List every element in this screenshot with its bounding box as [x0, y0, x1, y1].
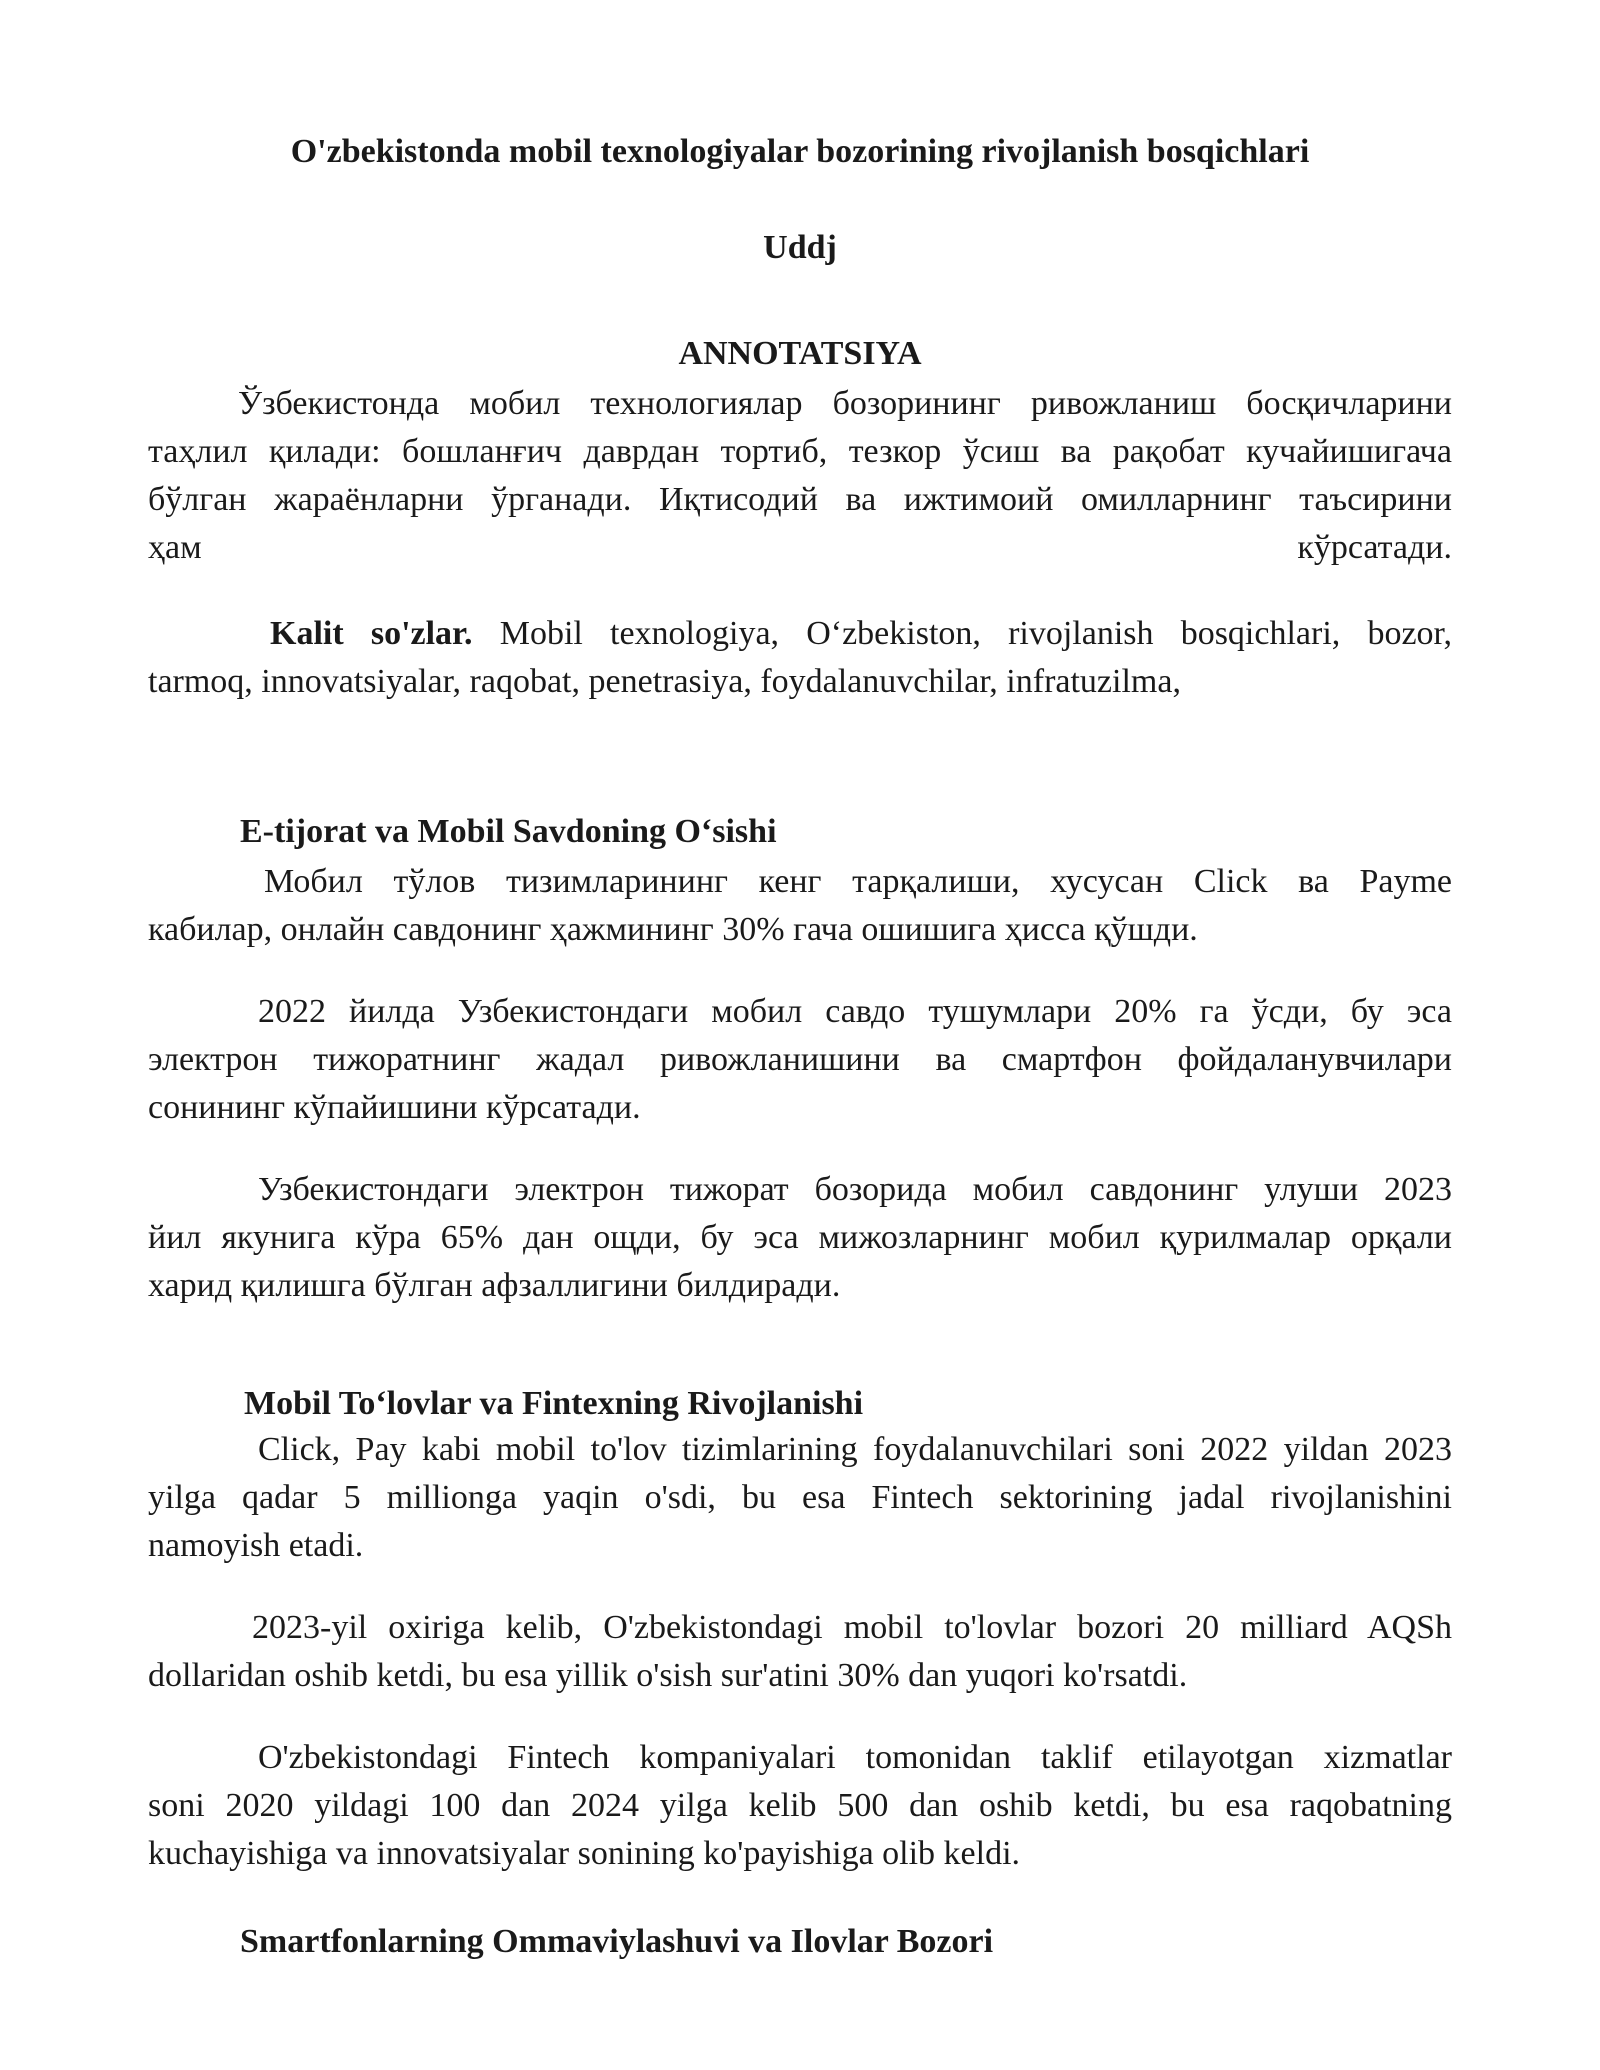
keywords-line	[270, 614, 1452, 654]
section-heading: E-tijorat va Mobil Savdoning O‘sishi	[240, 813, 777, 850]
paragraph-line: харид қилишга бўлган афзаллигини билдиради.	[148, 1267, 841, 1304]
paragraph-line: namoyish etadi.	[148, 1527, 364, 1564]
keywords-label: Kalit so'zlar.	[270, 615, 473, 652]
keywords-text: Mobil texnologiya, O‘zbekiston, rivojlanish bosqichlari, bozor,	[499, 615, 1452, 652]
annotation-word: ҳам	[148, 529, 202, 566]
annotation-line: бўлган жараёнларни ўрганади. Иқтисодий ва ижтимоий омилларнинг таъсирини	[148, 481, 1452, 518]
paragraph-line: 2023-yil oxiriga kelib, O'zbekistondagi mobil to'lovlar bozori 20 milliard AQSh	[252, 1609, 1452, 1646]
keywords-line: tarmoq, innovatsiyalar, raqobat, penetrasiya, foydalanuvchilar, infratuzilma,	[148, 663, 1181, 700]
annotation-heading: ANNOTATSIYA	[678, 335, 922, 372]
annotation-line: таҳлил қилади: бошланғич даврдан тортиб, тезкор ўсиш ва рақобат кучайишигача	[148, 433, 1452, 470]
paragraph-line: soni 2020 yildagi 100 dan 2024 yilga kelib 500 dan oshib ketdi, bu esa raqobatning	[148, 1787, 1452, 1824]
paragraph-line: кабилар, онлайн савдонинг ҳажмининг 30% гача ошишига ҳисса қўшди.	[148, 911, 1198, 948]
section-heading: Smartfonlarning Ommaviylashuvi va Ilovlar Bozori	[240, 1923, 994, 1960]
paragraph-line: сонининг кўпайишини кўрсатади.	[148, 1089, 641, 1126]
document-author: Uddj	[763, 229, 837, 266]
paragraph-line: dollaridan oshib ketdi, bu esa yillik o'sish sur'atini 30% dan yuqori ko'rsatdi.	[148, 1657, 1188, 1694]
annotation-word: кўрсатади.	[1297, 529, 1452, 566]
paragraph-line: электрон тижоратнинг жадал ривожланишини ва смартфон фойдаланувчилари	[148, 1041, 1452, 1078]
document-title: O'zbekistonda mobil texnologiyalar bozorining rivojlanish bosqichlari	[290, 133, 1310, 170]
paragraph-line: yilga qadar 5 millionga yaqin o'sdi, bu esa Fintech sektorining jadal rivojlanishini	[148, 1479, 1452, 1516]
paragraph-line: kuchayishiga va innovatsiyalar sonining ko'payishiga olib keldi.	[148, 1835, 1021, 1872]
paragraph-line: O'zbekistondagi Fintech kompaniyalari tomonidan taklif etilayotgan xizmatlar	[258, 1739, 1452, 1776]
paragraph-line: Click, Pay kabi mobil to'lov tizimlarining foydalanuvchilari soni 2022 yildan 2023	[258, 1431, 1452, 1468]
section-heading: Mobil To‘lovlar va Fintexning Rivojlanishi	[244, 1385, 864, 1422]
annotation-line	[148, 528, 1452, 568]
paragraph-line: 2022 йилда Узбекистондаги мобил савдо тушумлари 20% га ўсди, бу эса	[258, 993, 1452, 1030]
paragraph-line: йил якунига кўра 65% дан ощди, бу эса мижозларнинг мобил қурилмалар орқали	[148, 1219, 1452, 1256]
annotation-line: Ўзбекистонда мобил технологиялар бозорининг ривожланиш босқичларини	[238, 385, 1452, 422]
paragraph-line: Узбекистондаги электрон тижорат бозорида мобил савдонинг улуши 2023	[258, 1171, 1452, 1208]
paragraph-line: Мобил тўлов тизимларининг кенг тарқалиши, хусусан Click ва Payme	[264, 863, 1452, 900]
